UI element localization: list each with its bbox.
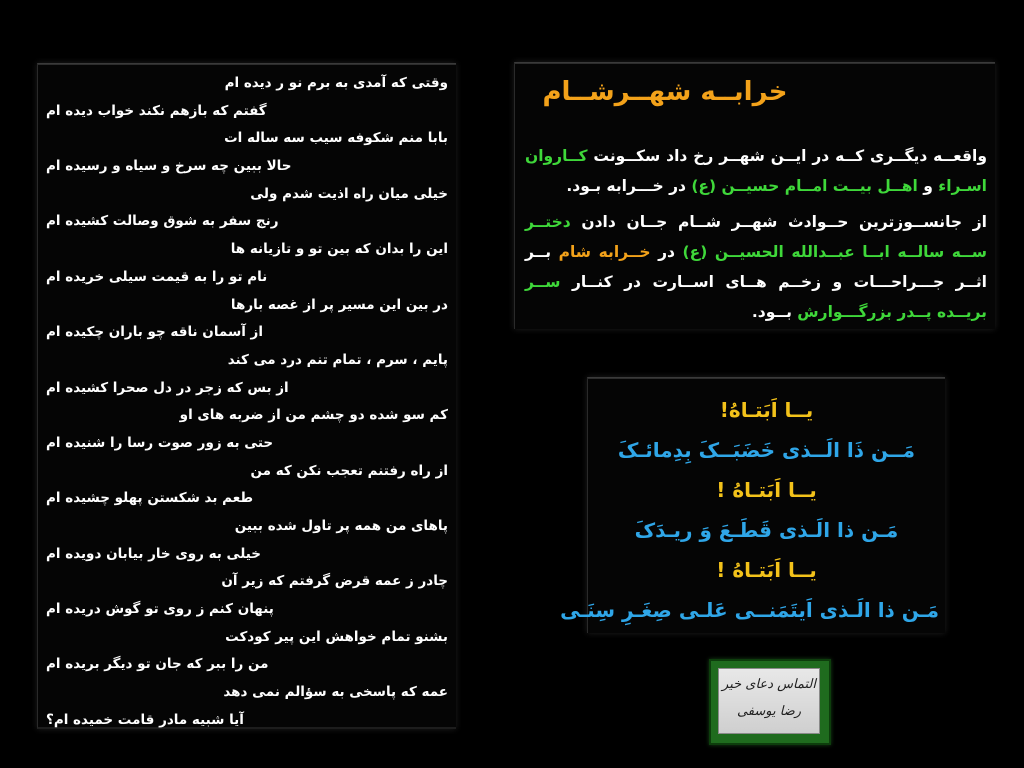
story-body	[525, 141, 987, 333]
highlight-fathers-head: ســر بریــده پــدر بزرگـــوارش	[525, 273, 987, 321]
highlight-caravan: کــاروان اسـراء	[525, 147, 987, 195]
dua-call-line: یــا اَبَتـاهُ !	[716, 478, 817, 502]
story-paragraph	[525, 141, 987, 201]
highlight-daughter: دختــر ســه سالــه ابــا عبــدالله الحسیــن (ع)	[525, 213, 987, 261]
poem-line: پنهان کنم ز روی تو گوش دریده ام	[46, 601, 274, 618]
poem-line: از راه رفتنم تعجب نکن که من	[250, 462, 448, 479]
poem-line: عمه که پاسخی به سؤالم نمی دهد	[223, 684, 448, 701]
story-panel	[514, 62, 995, 329]
poem-line: رنج سفر به شوق وصالت کشیده ام	[46, 213, 279, 230]
signature-card	[718, 668, 820, 734]
signature-request: التماس دعای خیر	[722, 677, 816, 692]
poem-line: چادر ز عمه قرض گرفتم که زیر آن	[221, 573, 448, 590]
poem-panel	[37, 63, 456, 729]
poem-line: حالا ببین چه سرخ و سیاه و رسیده ام	[46, 158, 292, 175]
story-text: در	[650, 243, 683, 261]
dua-list	[560, 378, 945, 630]
poem-line: پایم ، سرم ، تمام تنم درد می کند	[227, 351, 448, 368]
poem-line: بابا منم شکوفه سیب سه ساله ات	[224, 130, 448, 147]
poem-line: از آسمان ناقه چو باران چکیده ام	[46, 324, 263, 341]
story-text: و	[917, 177, 939, 195]
poem-line: این را بدان که بین تو و تازیانه ها	[230, 241, 448, 258]
story-text: بــود.	[751, 303, 798, 321]
poem-line: حتی به زور صوت رسا را شنیده ام	[46, 434, 274, 451]
story-text: از جانســوزترین حــوادث شهــر شــام جــان دادن	[570, 213, 987, 231]
poem-line: وقتی که آمدی به برم نو ر دیده ام	[224, 75, 448, 91]
signature-stamp	[709, 659, 831, 745]
signature-author: رضا یوسفی	[736, 704, 802, 719]
dua-panel	[560, 377, 945, 633]
poem-line: آیا شبیه مادر قامت خمیده ام؟	[46, 711, 244, 728]
poem-line: نام تو را به قیمت سیلی خریده ام	[46, 268, 268, 285]
dua-verse-line: مَــن ذَا الَــذی خَضَبَــکَ بِدِمائـکَ	[617, 438, 916, 462]
dua-verse-line: مَـن ذا الَـذی قَطَـعَ وَ ریـدَکَ	[634, 518, 899, 542]
poem-line: از بس که زجر در دل صحرا کشیده ام	[46, 379, 289, 396]
poem-line: طعم بد شکستن پهلو چشیده ام	[46, 490, 254, 507]
dua-verse-line: مَـن ذا الَـذی اَیتَمَنــی عَلـی صِغَـرِ سِنَـی	[560, 598, 939, 622]
dua-call-line: یــا اَبَتـاهُ!	[719, 398, 814, 422]
poem-line: خیلی میان راه اذیت شدم ولی	[250, 185, 448, 202]
dua-call-line: یــا اَبَتـاهُ !	[716, 558, 817, 582]
poem-line: پاهای من همه پر تاول شده ببین	[234, 518, 448, 534]
poem-line: در بین این مسیر پر از غصه بارها	[230, 296, 448, 313]
poem-line: بشنو تمام خواهش این پیر کودکت	[225, 628, 448, 645]
story-title: خرابــه شهــرشــام	[542, 77, 788, 107]
poem-line: گفتم که بازهم نکند خواب دیده ام	[46, 102, 267, 119]
story-paragraph	[525, 207, 987, 327]
poem-line: من را ببر که جان تو دیگر بریده ام	[46, 656, 269, 673]
highlight-ruins-of-sham: خــرابه شام	[558, 243, 651, 261]
story-text: واقعــه دیگــری کــه در ایــن شهــر رخ داد سکــونت	[587, 147, 987, 165]
highlight-ahl-al-bayt: اهــل بیــت امــام حسیــن (ع)	[691, 177, 918, 195]
poem-list	[38, 64, 456, 735]
poem-line: خیلی به روی خار بیابان دویده ام	[46, 545, 261, 562]
poem-line: کم سو شده دو چشم من از ضربه های او	[179, 407, 448, 424]
story-text: بــر اثــر جـــراحـــات و زخــم هــای اســارت در کنــار	[525, 243, 987, 291]
story-text: در خـــرابه بـود.	[566, 177, 692, 195]
